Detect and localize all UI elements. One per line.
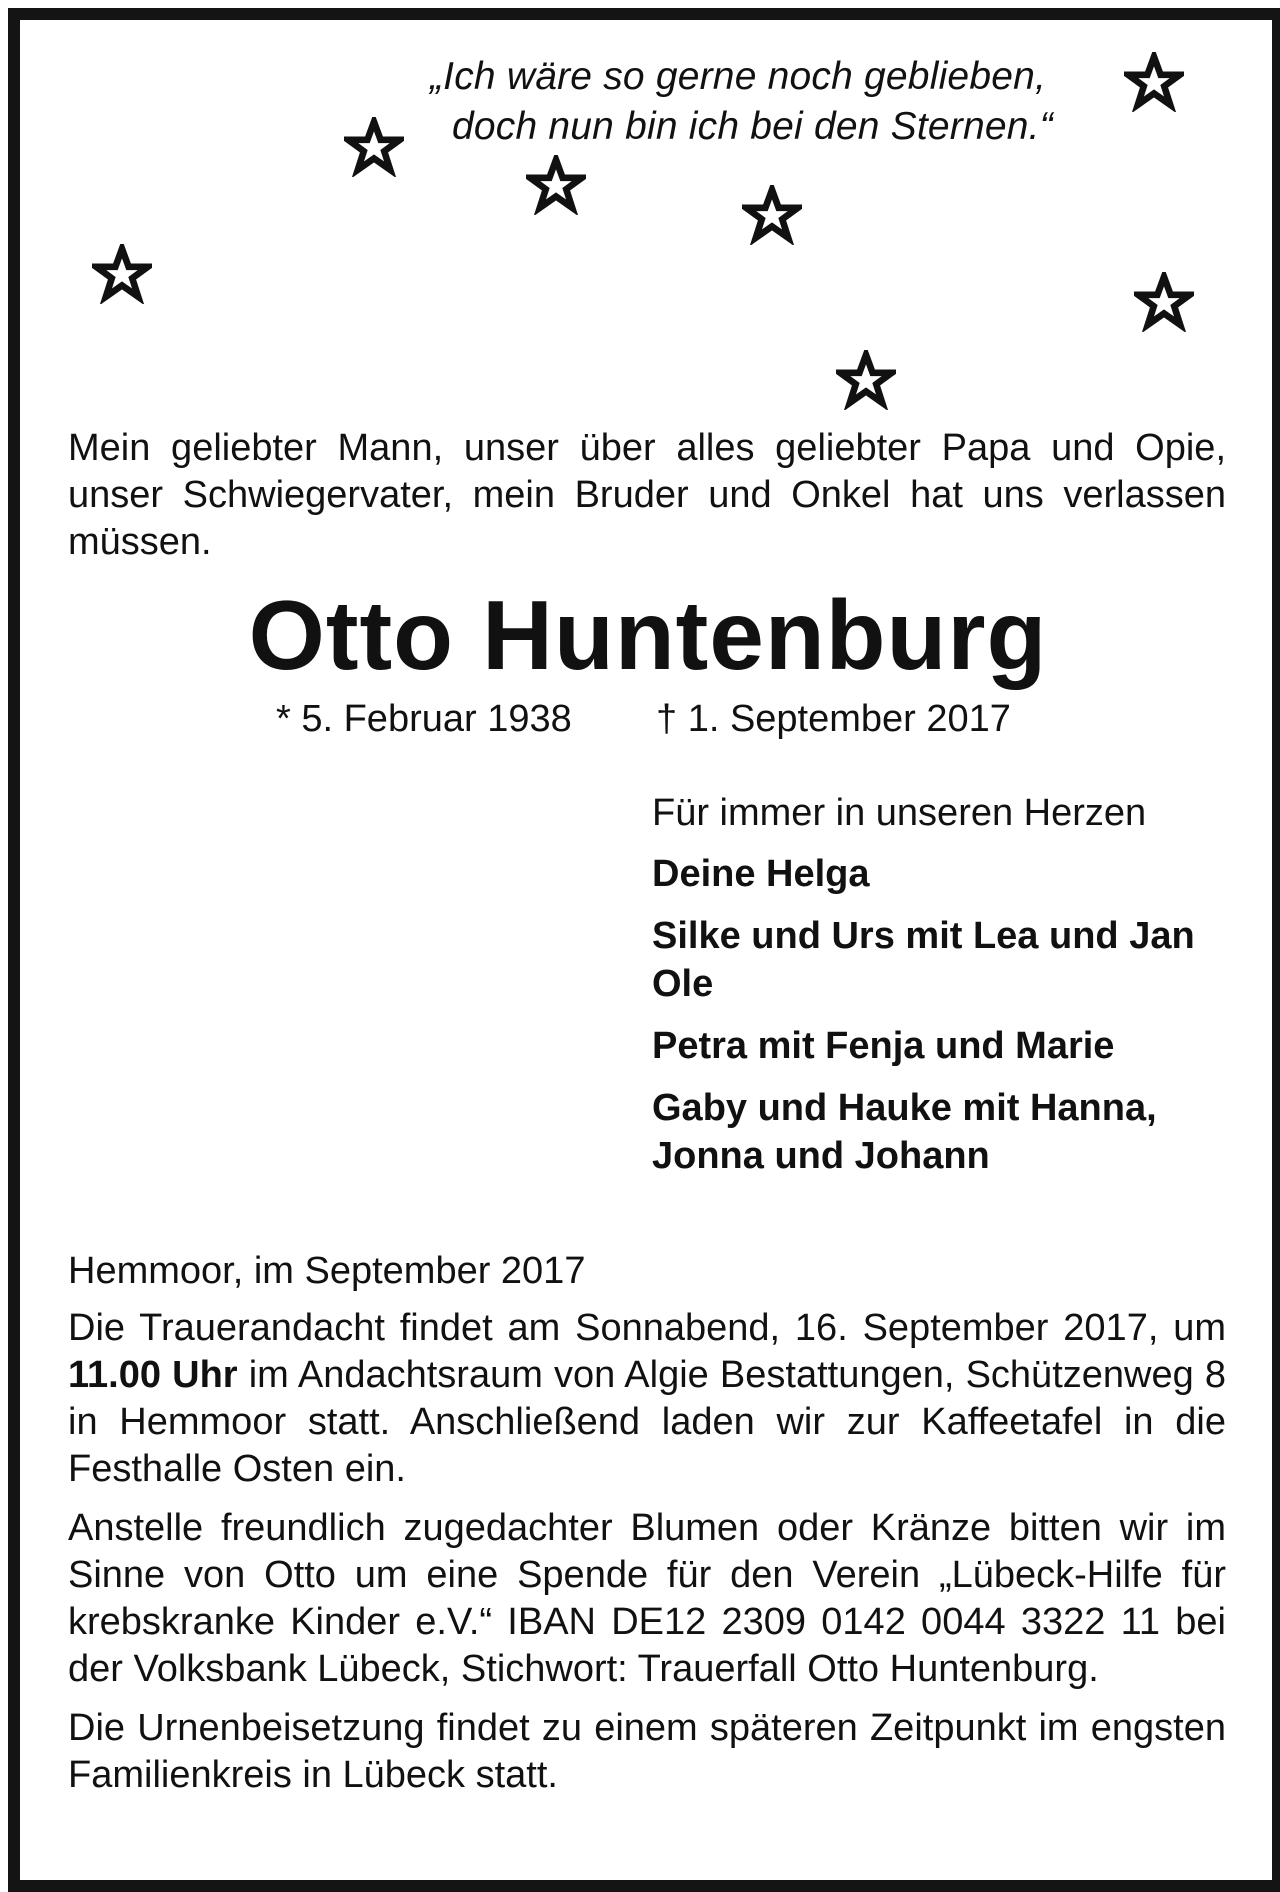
star-icon: [1124, 52, 1184, 112]
quote: [430, 52, 1090, 152]
star-icon: [1134, 272, 1194, 332]
birth-date: * 5. Februar 1938: [276, 698, 572, 740]
burial-info: Die Urnenbeisetzung findet zu einem späteren Zeitpunkt im engsten Familienkreis in Lübeck statt.: [68, 1707, 1226, 1796]
place-date: Hemmoor, im September 2017: [68, 1250, 586, 1292]
death-date: † 1. September 2017: [656, 698, 1011, 740]
intro-text: Mein geliebter Mann, unser über alles geliebter Papa und Opie, unser Schwiegervater, mein Bruder und Onkel hat uns verlassen müssen.: [68, 427, 1226, 563]
donation-info: Anstelle freundlich zugedachter Blumen oder Kränze bitten wir im Sinne von Otto um eine Spende für den Verein „Lübeck-Hilfe für krebskranke Kinder e.V.“ IBAN DE12 2309 0142 0044 3322 11 bei der Volksbank Lübeck, Stichwort: Trauerfall Otto Huntenburg.: [68, 1507, 1226, 1690]
quote-line-2: doch nun bin ich bei den Sternen.“: [452, 105, 1053, 148]
family-member: Deine Helga: [652, 853, 870, 895]
notice-section: [68, 1248, 1226, 1811]
deceased-name: Otto Huntenburg: [248, 580, 1048, 690]
service-time: 11.00 Uhr: [68, 1354, 238, 1396]
family-member: Gaby und Hauke mit Hanna, Jonna und Johann: [652, 1087, 1157, 1177]
star-icon: [92, 244, 152, 304]
service-text-start: Die Trauerandacht findet am Sonnabend, 16. September 2017, um: [68, 1307, 1226, 1349]
star-icon: [742, 185, 802, 245]
family-member: Petra mit Fenja und Marie: [652, 1025, 1115, 1067]
quote-line-1: „Ich wäre so gerne noch geblieben,: [430, 55, 1047, 98]
service-info: [68, 1305, 1226, 1493]
star-icon: [836, 350, 896, 410]
family-lead: Für immer in unseren Herzen: [652, 792, 1147, 834]
family-signatures: [652, 790, 1252, 1194]
service-text-end: im Andachtsraum von Algie Bestattungen, Schützenweg 8 in Hemmoor statt. Anschließend laden wir zur Kaffeetafel in die Festhalle Osten ein.: [68, 1354, 1226, 1490]
family-member: Silke und Urs mit Lea und Jan Ole: [652, 915, 1195, 1005]
star-icon: [344, 117, 404, 177]
star-icon: [526, 155, 586, 215]
